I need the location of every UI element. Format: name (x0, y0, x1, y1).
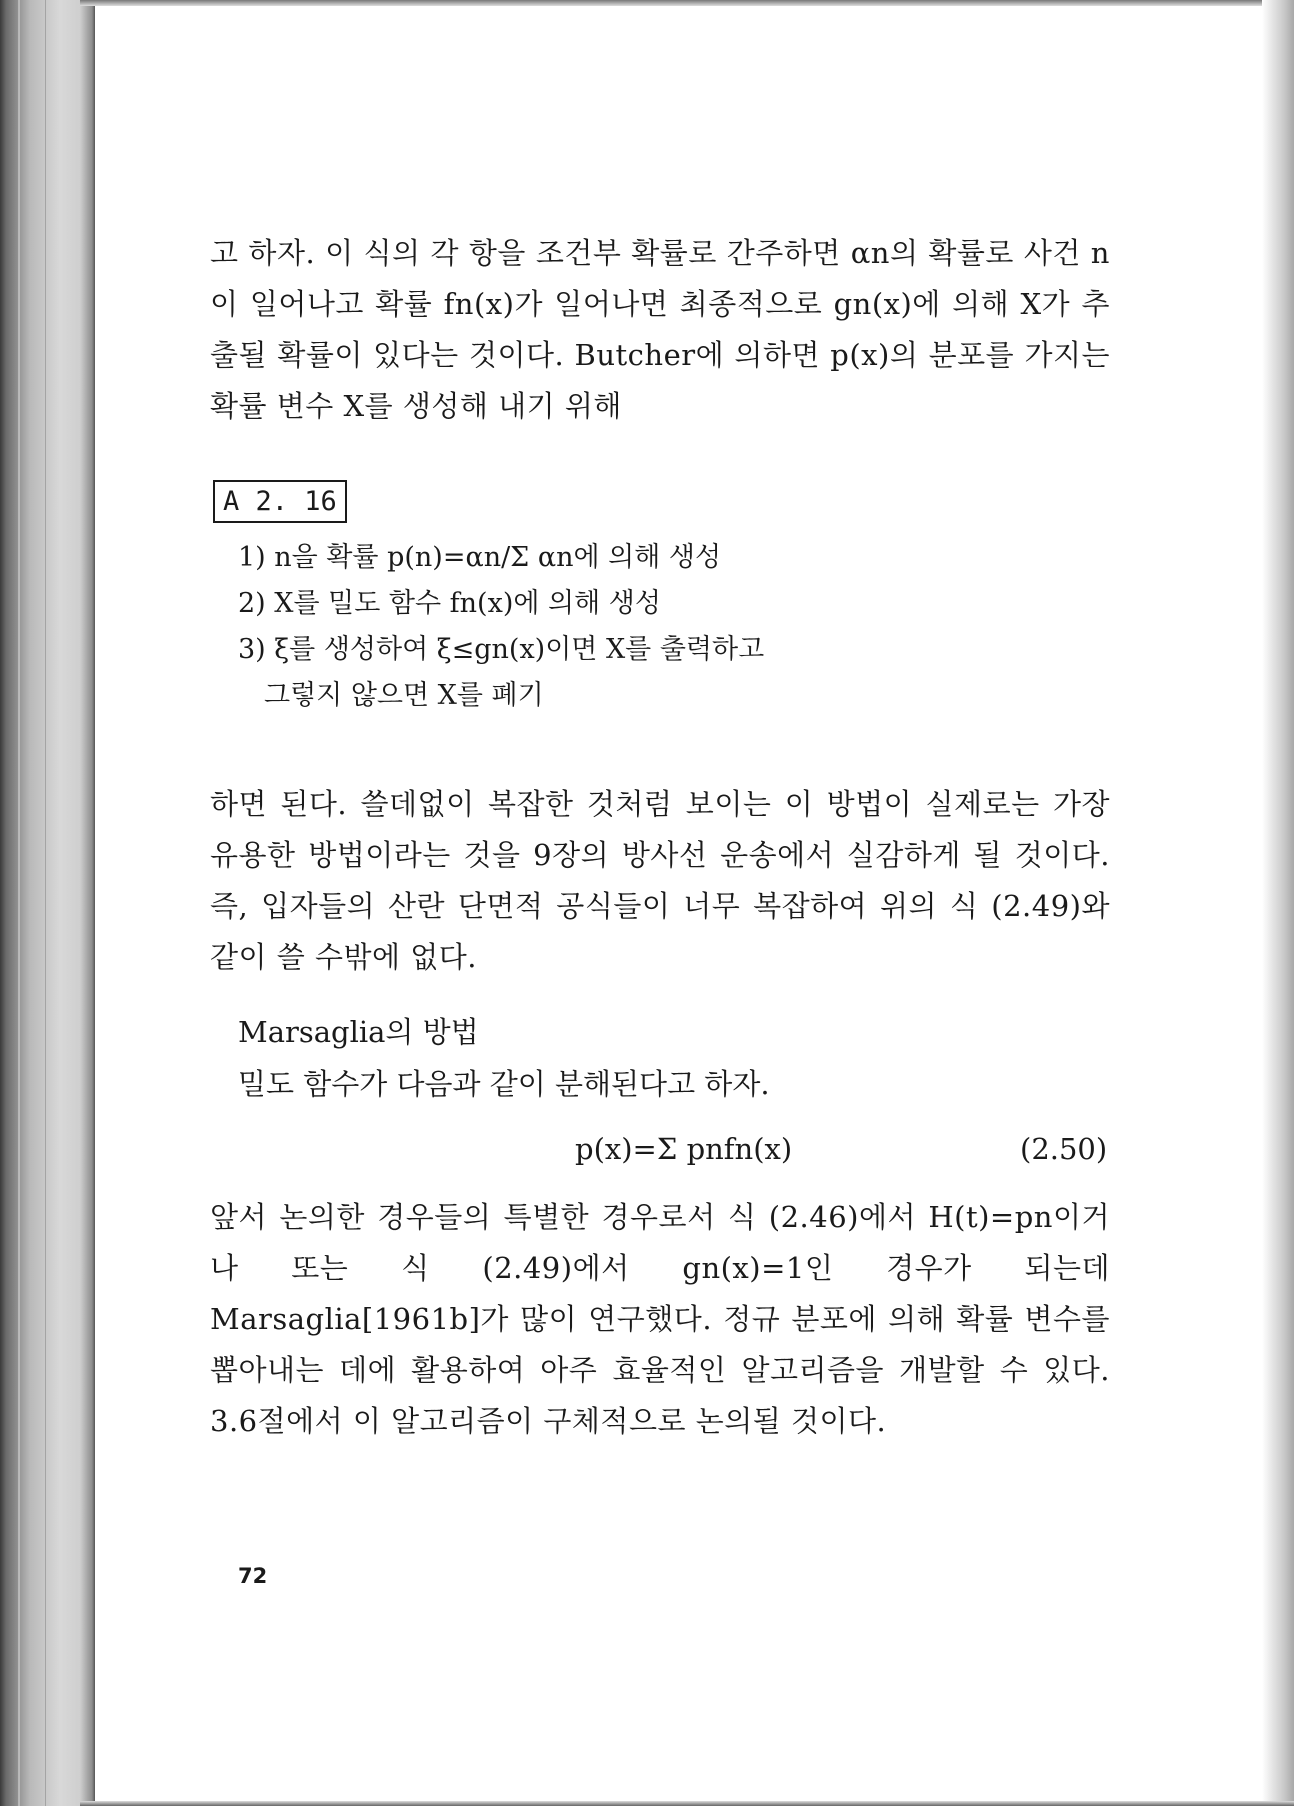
algorithm-label: A 2. 16 (213, 480, 347, 523)
book-bottom-edge (80, 1801, 1294, 1806)
intro-paragraph: 고 하자. 이 식의 각 항을 조건부 확률로 간주하면 αn의 확률로 사건 n이 일어나고 확률 fn(x)가 일어나면 최종적으로 gn(x)에 의해 X가 추출될 확률이 있다는 것이다. Butcher에 의하면 p(x)의 분포를 가지는 확률 변수 X를 생성해 내기 위해 (210, 236, 1110, 423)
book-left-edge (0, 0, 95, 1806)
section-subtitle: 밀도 함수가 다음과 같이 분해된다고 하자. (238, 1067, 770, 1101)
algorithm-steps (238, 535, 1118, 719)
algorithm-step-1: 1) n을 확률 p(n)=αn/Σ αn에 의해 생성 (238, 542, 722, 573)
book-page (95, 6, 1262, 1801)
book-right-edge (1262, 0, 1294, 1806)
algorithm-step-3: 3) ξ를 생성하여 ξ≤gn(x)이면 X를 출력하고 (238, 634, 765, 665)
after-algorithm-paragraph: 하면 된다. 쓸데없이 복잡한 것처럼 보이는 이 방법이 실제로는 가장 유용한 방법이라는 것을 9장의 방사선 운송에서 실감하게 될 것이다. 즉, 입자들의 산란 단면적 공식들이 너무 복잡하여 위의 식 (2.49)와 같이 쓸 수밖에 없다. (210, 787, 1110, 974)
algorithm-step-2: 2) X를 밀도 함수 fn(x)에 의해 생성 (238, 588, 661, 619)
closing-paragraph: 앞서 논의한 경우들의 특별한 경우로서 식 (2.46)에서 H(t)=pn이거나 또는 식 (2.49)에서 gn(x)=1인 경우가 되는데 Marsaglia[1961b]가 많이 연구했다. 정규 분포에 의해 확률 변수를 뽑아내는 데에 활용하여 아주 효율적인 알고리즘을 개발할 수 있다. 3.6절에서 이 알고리즘이 구체적으로 논의될 것이다. (210, 1200, 1110, 1438)
algorithm-step-3-continued: 그렇지 않으면 X를 폐기 (264, 680, 544, 711)
equation-formula: p(x)=Σ pnfn(x) (575, 1132, 793, 1166)
equation-number: (2.50) (1020, 1132, 1108, 1166)
section-title: Marsaglia의 방법 (238, 1015, 479, 1049)
page-number: 72 (238, 1564, 268, 1588)
